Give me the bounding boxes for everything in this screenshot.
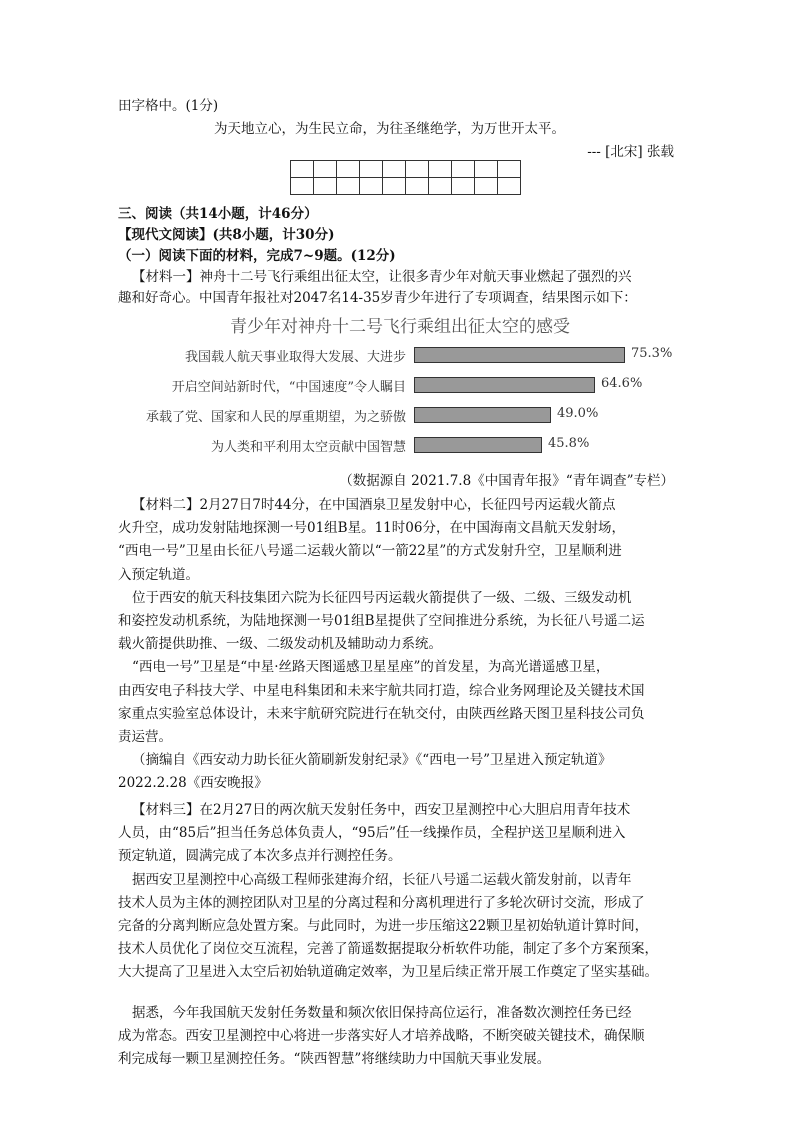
paragraph-line: 据悉，今年我国航天发射任务数量和频次依旧保持高位运行，准备数次测控任务已经 [132,1004,632,1021]
bar-value-label: 75.3% [631,346,673,361]
paragraph-line: 位于西安的航天科技集团六院为长征四号丙运载火箭提供了一级、二级、三级发动机 [132,589,632,606]
paragraph-line: 火升空，成功发射陆地探测一号01组B星。11时06分，在中国海南文昌航天发射场， [118,520,625,537]
bar-value-label: 49.0% [557,406,599,421]
bar-value-label: 64.6% [601,376,643,391]
section-sub: 【现代文阅读】(共8小题，计30分) [118,227,335,243]
chart-source: （数据源自 2021.7.8《中国青年报》“青年调查”专栏） [339,473,674,489]
paragraph-line: （摘编自《西安动力助长征火箭刷新发射纪录》《“西电一号”卫星进入预定轨道》 [132,752,612,769]
bar-label: 开启空间站新时代，“中国速度”令人瞩目 [171,380,406,395]
paragraph-line: 完备的分离判断应急处置方案。与此同时，为进一步压缩这22颗卫星初始轨道计算时间， [118,918,649,934]
quote-attribution: --- [北宋] 张载 [587,144,674,160]
paragraph-line: 技术人员优化了岗位交互流程，完善了箭遥数据提取分析软件功能，制定了多个方案预案， [118,941,658,958]
paragraph-line: 技术人员为主体的测控团队对卫星的分离过程和分离机理进行了多轮次研讨交流，形成了 [118,894,645,911]
chart-title: 青少年对神舟十二号飞行乘组出征太空的感受 [230,317,570,337]
paragraph-line: 【材料二】2月27日7时44分，在中国酒泉卫星发射中心，长征四号丙运载火箭点 [132,497,616,513]
bar [414,347,625,363]
bar-label: 为人类和平利用太空贡献中国智慧 [210,440,406,455]
paragraph-line: 入预定轨道。 [118,566,199,583]
paragraph-line: “西电一号”卫星由长征八号遥二运载火箭以“一箭22星”的方式发射升空，卫星顺利进 [118,543,622,560]
instruction-tail: 田字格中。(1分) [118,98,219,114]
paragraph-line: 成为常态。西安卫星测控中心将进一步落实好人才培养战略，不断突破关键技术，确保顺 [118,1027,645,1044]
paragraph-line: 家重点实验室总体设计，未来宇航研究院进行在轨交付，由陕西丝路天图卫星科技公司负 [118,705,645,722]
part-title: （一）阅读下面的材料，完成7~9题。(12分) [118,248,396,264]
paragraph-line: 载火箭提供助推、一级、二级发动机及辅助动力系统。 [118,636,442,653]
paragraph-line: 由西安电子科技大学、中星电科集团和未来宇航共同打造，综合业务网理论及关键技术国 [118,682,645,699]
paragraph-line: 和姿控发动机系统，为陆地探测一号01组B星提供了空间推进分系统，为长征八号遥二运 [118,613,645,629]
paragraph-line: 2022.2.28《西安晚报》 [118,775,268,792]
bar-value-label: 45.8% [548,436,590,451]
writing-grid[interactable] [290,160,521,195]
paragraph-line: 据西安卫星测控中心高级工程师张建海介绍，长征八号遥二运载火箭发射前，以青年 [132,871,632,888]
section-title: 三、阅读（共14小题，计46分） [118,206,318,222]
paragraph-line: 利完成每一颗卫星测控任务。“陕西智慧”将继续助力中国航天事业发展。 [118,1051,551,1067]
bar [414,377,595,393]
bar [414,407,551,423]
material1-line2: 趣和好奇心。中国青年报社对2047名14-35岁青少年进行了专项调查，结果图示如下： [118,290,637,306]
quote: 为天地立心，为生民立命，为往圣继绝学，为万世开太平。 [214,121,565,137]
bar-label: 我国载人航天事业取得大发展、大进步 [184,350,406,365]
paragraph-line: “西电一号”卫星是“中星·丝路天图遥感卫星星座”的首发星，为高光谱遥感卫星， [132,659,610,676]
bar-label: 承载了党、国家和人民的厚重期望，为之骄傲 [145,410,406,425]
paragraph-line: 责运营。 [118,729,172,745]
paragraph-line: 预定轨道，圆满完成了本次多点并行测控任务。 [118,848,402,865]
material1-line1: 【材料一】神舟十二号飞行乘组出征太空，让很多青少年对航天事业燃起了强烈的兴 [132,269,632,285]
bar [414,437,542,453]
paragraph-line: 人员，由“85后”担当任务总体负责人，“95后”任一线操作员，全程护送卫星顺利进入 [118,825,626,842]
paragraph-line: 【材料三】在2月27日的两次航天发射任务中，西安卫星测控中心大胆启用青年技术 [132,802,631,818]
paragraph-line: 大大提高了卫星进入太空后初始轨道确定效率，为卫星后续正常开展工作奠定了坚实基础。 [118,964,658,981]
